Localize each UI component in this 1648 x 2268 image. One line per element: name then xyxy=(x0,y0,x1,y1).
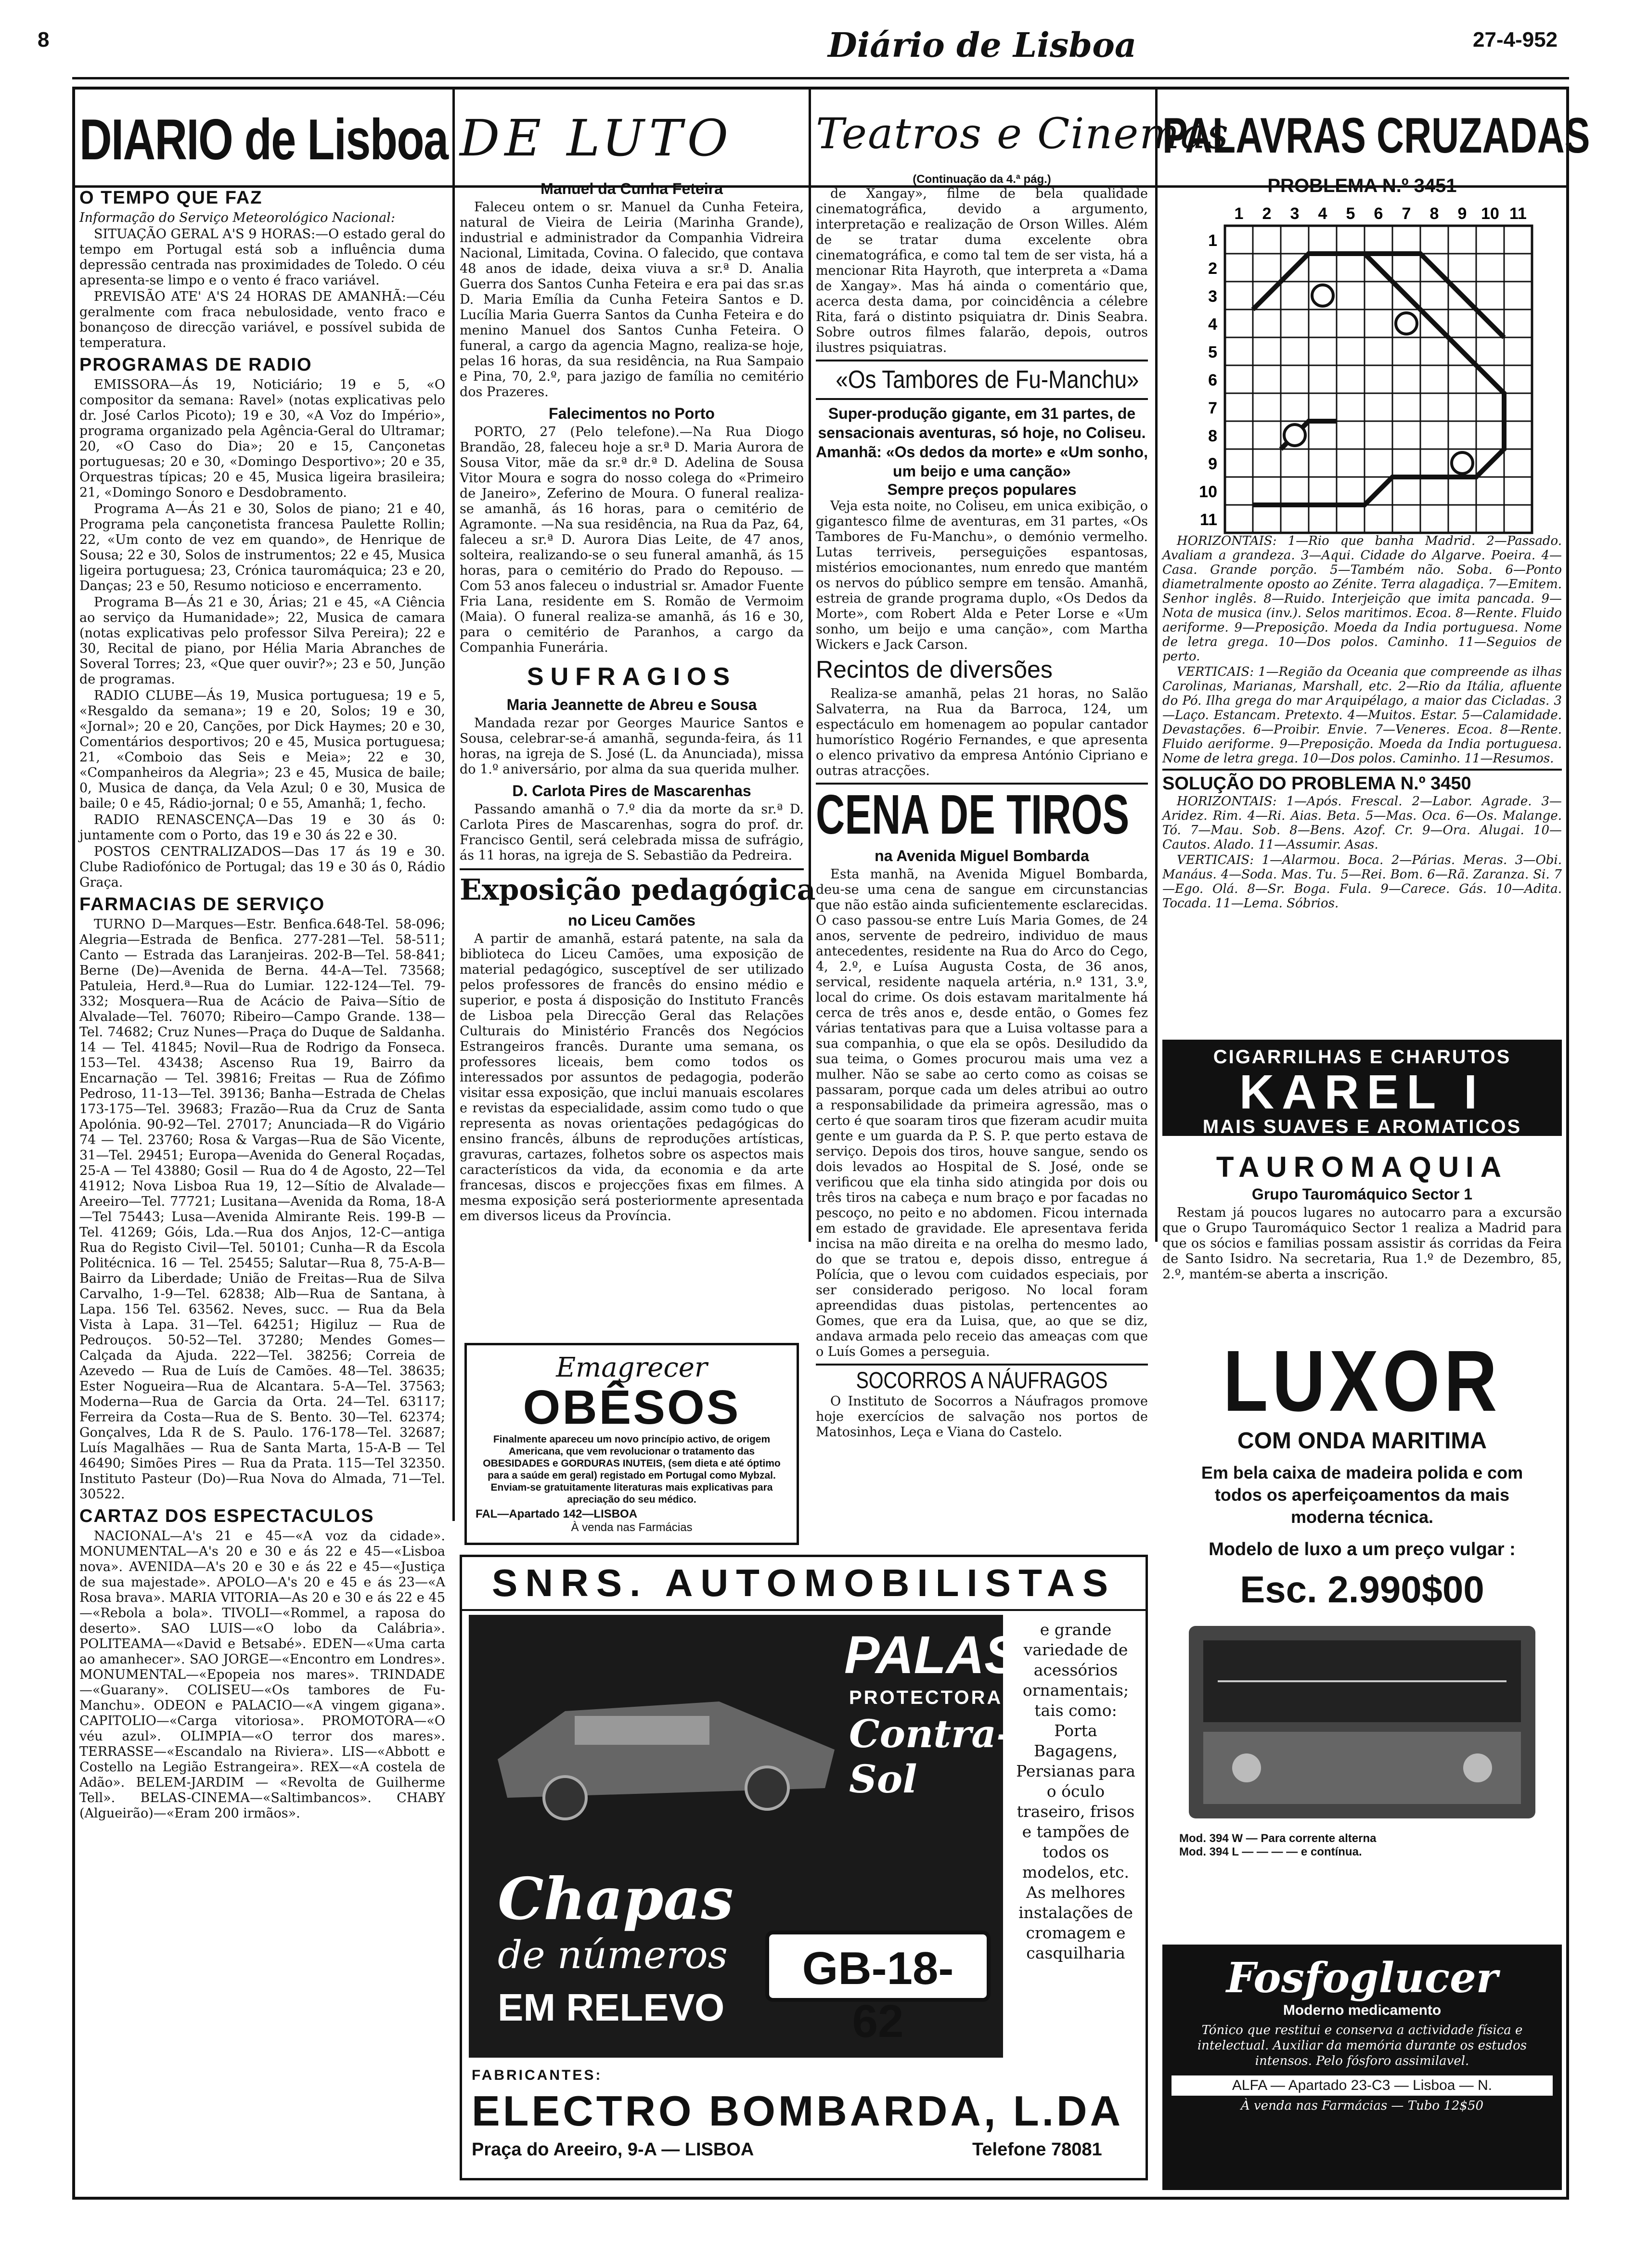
palas-brand: PALAS xyxy=(844,1625,1020,1685)
tiros-heading: CENA DE TIROS xyxy=(816,783,1130,846)
masthead: Diário de Lisboa xyxy=(828,25,1137,65)
crossword-title: PALAVRAS CRUZADAS xyxy=(1162,108,1590,164)
suffrages-heading: SUFRAGIOS xyxy=(527,663,737,691)
grid-col-label: 2 xyxy=(1262,205,1272,223)
crossword-verticais: VERTICAIS: 1—Região da Oceania que compreende as ilhas Carolinas, Marianas, Marshall, etc. 2—Rio da Itália, afluente do Pó. Ilha grega do mar Arquipélago, a maior das Cicladas. 3—Laço. Estancam. Pretexto. 4—Muitos. Estar. 5—Calamidade. Devastações. 6—Proibir. Envie. 7—Veneres. Ecoa. 8—Rente. Fluido aeriforme. 9—Preposição. Moeda da India portuguesa. Nome de letra grega. 10—Dos polos. Caminho. 11—Resumos. xyxy=(1162,665,1562,766)
socorros-heading: SOCORROS A NÁUFRAGOS xyxy=(856,1367,1108,1393)
grid-col-label: 5 xyxy=(1346,205,1355,223)
solution-verticais: VERTICAIS: 1—Alarmou. Boca. 2—Párias. Meras. 3—Obi. Manáus. 4—Soda. Mas. Tu. 5—Rei. Bom. 6—Rã. Zaranza. Si. 7—Ego. Olá. 8—Sr. Boga. Fula. 9—Carece. Gás. 10—Adita. Tocada. 11—Lema. Sóbrios. xyxy=(1162,853,1562,911)
column-rule-3 xyxy=(1155,87,1158,1242)
shows-list: NACIONAL—A's 21 e 45—«A voz da cidade». MONUMENTAL—A's 20 e 30 e ás 22 e 45—«Lisboa nova». AVENIDA—A's 20 e 30 e ás 22 e 45—«Justiça de sua majestade». APOLO—A's 20 e 45 e ás 23—«A Rosa brava». MARIA VITORIA—As 20 e 30 e ás 22 e 45—«Rebola a bola». TIVOLI—«Rommel, a raposa do deserto». SAO LUIS—«O lobo da Calábria». POLITEAMA—«David e Betsabé». EDEN—«Uma carta ao amanhecer». SAO JORGE—«Encontro em Londres». MONUMENTAL—«Epopeia nos mares». TRINDADE—«Guarany». COLISEU—«Os tambores de Fu-Manchu». ODEON e PALACIO—«A vingem gigana». CAPITOLIO—«Carga vitoriosa». PROMOTORA—«O véu azul». OLIMPIA—«O terror dos mares». TERRASSE—«Escandalo na Riviera». LIS—«Abbott e Costello na Legião Estrangeira». REX—«A costela de Adão». BELEM-JARDIM — «Revolta de Guilherme Tell». BELAS-CINEMA—«Saltimbancos». CHABY (Algueirão)—«Eram 200 irmãos». xyxy=(79,1529,445,1821)
recintos-heading: Recintos de diversões xyxy=(816,656,1053,683)
grid-row-label: 1 xyxy=(1208,231,1217,250)
ad-obesos xyxy=(464,1343,799,1545)
fosfo-sub: Moderno medicamento xyxy=(1283,2002,1442,2018)
theatre-text: de Xangay», filme de bela qualidade cinematográfica, devido a argumento, interpretação e realização de Orson Willes. Além de se tratar duma excelente obra cinematográfica, e como tal tem de ser vista, há a mencionar Rita Hayroth, que interpreta a «Dama de Xangay». Mas há ainda o comentário que, acerca desta dama, por coincidência a célebre Rita, fará o distinto psiquiatra dr. Dinis Seabra. Sobre outros filmes falarão, depois, outros ilustres psiquiatras. xyxy=(816,186,1148,355)
suffrage2-text: Passando amanhã o 7.º dia da morte da sr.ª D. Carlota Pires de Mascarenhas, sogra do prof. dr. Francisco Gentil, será celebrada missa de sufrágio, ás 11 horas, na igreja de S. Sebastião da Pedreira. xyxy=(460,802,804,863)
grid-col-label: 1 xyxy=(1234,205,1244,223)
tiros-subheading: na Avenida Miguel Bombarda xyxy=(875,847,1089,864)
palas-numeros: de números xyxy=(498,1933,728,1977)
palas-brand-sub: PROTECTORAS xyxy=(849,1687,1017,1708)
obesos-script: Emagrecer xyxy=(556,1352,708,1383)
tauro-text: Restam já poucos lugares no autocarro para a excursão que o Grupo Tauromáquico Sector 1 realiza a Madrid para que os sócios e familias possam assistir ás corridas da Feira de Santo Isidro. Na secretaria, Rua 1.º de Dezembro, 85, 2.º, mantém-se aberta a inscrição. xyxy=(1162,1205,1562,1282)
obit1-heading: Manuel da Cunha Feteira xyxy=(541,180,723,198)
weather-situation: SITUAÇÃO GERAL A'S 9 HORAS:—O estado geral do tempo em Portugal está sob a influência duma depressão centrada nas proximidades de Toledo. O céu apresenta-se limpo e o vento é fraco variável. xyxy=(79,227,445,288)
grid-col-label: 11 xyxy=(1509,205,1527,223)
grid-row-label: 8 xyxy=(1208,426,1217,445)
solution-horizontais: HORIZONTAIS: 1—Após. Frescal. 2—Labor. Agrade. 3—Aridez. Rim. 4—Ri. Aias. Beta. 5—Mas. Oca. 6—Os. Malange. Tó. 7—Mau. Sob. 8—Bens. Azof. Cr. 9—Ora. Alugai. 10—Cautos. Alado. 11—Assumir. Asas. xyxy=(1162,794,1562,852)
palas-relevo: EM RELEVO xyxy=(498,1986,725,2029)
luxor-mod1: Mod. 394 W — Para corrente alterna xyxy=(1179,1832,1377,1845)
radio-emissora: EMISSORA—Ás 19, Noticiário; 19 e 5, «O compositor da semana: Ravel» (notas explicativas pelo dr. José Carlos Picoto); 19 e 30, «A Voz do Império», programa organizado pela Agência-Geral do Ultramar; 20, «O Caso do Dia»; 20 e 15, Cançonetas portuguesas; 20 e 30, «Domingo Desportivo»; 20 e 35, Orquestras típicas; 20 e 45, Musica ligeira brasileira; 21, «Domingo Sonoro e Desdobramento. xyxy=(79,377,445,500)
luxor-mod2: Mod. 394 L — — — — e contínua. xyxy=(1179,1845,1362,1858)
radio-image xyxy=(1179,1616,1545,1828)
car-wheel-rear xyxy=(746,1767,788,1809)
col2-title: DE LUTO xyxy=(460,109,734,168)
grid-col-label: 9 xyxy=(1457,205,1467,223)
tauro-heading: TAUROMAQUIA xyxy=(1216,1151,1508,1183)
column-rule-2 xyxy=(809,87,811,1242)
crossword-grid xyxy=(1162,197,1562,534)
grid-row-label: 10 xyxy=(1199,482,1217,501)
radio-programa-a: Programa A—Ás 21 e 30, Solos de piano; 21 e 40, Programa pela cançonetista francesa Paulette Rollin; 22, «Um conto de vez em quando», de Henrique de Sousa; 22 e 30, Solos de instrumentos; 22 e 45, Musica ligeira portuguesa; 23, Crónica tauromáquica; 23 e 20, Danças; 23 e 50, Resumo noticioso e encerramento. xyxy=(79,502,445,593)
palas-side-text: e grande variedade de acessórios ornamentais; tais como: Porta Bagagens, Persianas para o óculo traseiro, frisos e tampões de todos os modelos, etc. As melhores instalações de cromagem e casquilharia xyxy=(1016,1620,1135,1962)
expo-text: A partir de amanhã, estará patente, na sala da biblioteca do Liceu Camões, uma exposição de material pedagógico, susceptível de ser utilizado pelos professores de francês do ensino médio e superior, e posta á disposição do Instituto Francês de Lisboa pela Direcção Geral das Relações Culturais do Ministério Francês dos Negócios Estrangeiros francês. Durante uma semana, os professores liceais, bem como todos os interessados por assuntos de pedagogia, poderão visitar essa exposição, que inclui manuais escolares e revistas da especialidade, assim como tudo o que representa as novas orientações pedagógicas do ensino francês, álbuns de reproduções artísticas, gravuras, cartazes, folhetos sobre os aspectos mais característicos da vida, da economia e da arte francesas, discos e projecções fixas em filmes. A mesma exposição será posteriormente apresentada em diversos liceus da Província. xyxy=(460,931,804,1224)
page-number: 8 xyxy=(38,28,50,52)
expo-subheading: no Liceu Camões xyxy=(568,912,695,929)
luxor-name: LUXOR xyxy=(1223,1333,1501,1430)
radio-programa-b: Programa B—Ás 21 e 30, Árias; 21 e 45, «A Ciência ao serviço da Humanidade»; 22, Musica de camara (notas explicativas pelo professor Silva Pereira); 22 e 30, Recital de piano, por Hélia Maria Abranches de Soveral Torres; 23, «Que quer ouvir?»; 23 e 50, Junção de programas. xyxy=(79,595,445,687)
plate-number: GB-18-62 xyxy=(802,1943,954,2047)
continued-note: (Continuação da 4.ª pág.) xyxy=(913,172,1051,186)
tauro-subheading: Grupo Tauromáquico Sector 1 xyxy=(1251,1186,1473,1203)
fu-manchu-sub: Super-produção gigante, em 31 partes, de sensacionais aventuras, só hoje, no Coliseu. Amanhã: «Os dedos da morte» e «Um sonho, um beijo e uma canção» xyxy=(816,404,1148,480)
obesos-text: Finalmente apareceu um novo princípio activo, de origem Americana, que vem revolucionar o tratamento das OBESIDADES e GORDURAS INUTEIS, (sem dieta e até óptimo para a saúde em geral) registado em Portugal como Mybzal. Enviam-se gratuitamente literaturas mais explicativas para apreciação do seu médico. xyxy=(483,1434,781,1505)
luxor-price: Esc. 2.990$00 xyxy=(1240,1568,1484,1611)
column-2 xyxy=(460,109,816,1333)
recintos-text: Realiza-se amanhã, pelas 21 horas, no Salão Salvaterra, na Rua da Barroca, 124, um espectáculo em homenagem ao popular cantador humorístico Rogério Fernandes, e que apresenta o elenco privativo da empresa António Cipriano e outras atracções. xyxy=(816,686,1148,778)
ad-fosfoglucer xyxy=(1162,1945,1562,2190)
grid-col-label: 8 xyxy=(1429,205,1439,223)
crossword-problem: PROBLEMA N.º 3451 xyxy=(1267,175,1457,196)
grid-row-label: 5 xyxy=(1208,343,1217,361)
palas-makers: FABRICANTES: xyxy=(472,2067,603,2083)
weather-forecast: PREVISÃO ATE' A'S 24 HORAS DE AMANHÃ:—Céu geralmente com fraca nebulosidade, vento fraco e bonançoso de direcção variável, e possível subida de temperatura. xyxy=(79,289,445,350)
tiros-text: Esta manhã, na Avenida Miguel Bombarda, deu-se uma cena de sangue em circunstancias que não estão ainda suficientemente esclarecidas. O caso passou-se entre Luís Maria Gomes, de 24 anos, servente de pedreiro, individuo de maus antecedentes, residente na Rua do Arco do Cego, 4, 2.º, e Luísa Augusta Costa, de 36 anos, servical, residente naquela artéria, n.º 131, 3.º, local do crime. Os dois estavam maritalmente há cerca de três anos e, desde então, o Gomes fez várias tentativas para que a Luisa voltasse para a sua companhia, o que ela se opôs. Desiludido da sua teima, o Gomes procurou mais uma vez a mulher. Não se sabe ao certo como as coisas se passaram, porque cada um deles atribui ao outro a responsabilidade da primeira agressão, mas o certo é que soaram tiros que fizeram acudir muita gente e um guarda da P. S. P. que perto estava de serviço. Depois dos tiros, houve sangue, sendo os dois levados ao Hospital de S. José, onde se verificou que ela tinha sido atingida por dois ou três tiros na cabeça e num braço e por facadas no pescoço, no peito e no abdomen. Ficou internada em estado de gravidade. Ele apresentava ferida incisa na mão direita e na orelha do mesmo lado, do que se tratou e, depois disso, entregue á Polícia, que o levou com cuidados especiais, por ser considerado perigoso. No local foram apreendidas duas pistolas, pertencentes ao Gomes, que era da Luisa, que, ao que se diz, andava armada pelo receio das ameaças com que o Luís Gomes a perseguia. xyxy=(816,866,1148,1359)
karel-name: KAREL I xyxy=(1239,1065,1485,1119)
grid-col-label: 4 xyxy=(1318,205,1327,223)
palas-phone: Telefone 78081 xyxy=(972,2139,1102,2160)
porto-deaths-heading: Falecimentos no Porto xyxy=(549,405,715,423)
luxor-offer: Modelo de luxo a um preço vulgar : xyxy=(1209,1539,1516,1559)
grid-border xyxy=(1225,226,1532,533)
suffrage1-heading: Maria Jeannette de Abreu e Sousa xyxy=(506,696,757,714)
grid-row-label: 4 xyxy=(1208,315,1217,334)
radio-renascenca: RADIO RENASCENÇA—Das 19 e 30 ás 0: juntamente com o Porto, das 19 e 30 ás 22 e 30. xyxy=(79,812,445,843)
fu-manchu-text: Veja esta noite, no Coliseu, em unica exibição, o gigantesco filme de aventuras, em 31 partes, «Os Tambores de Fu-Manchu», o demónio vermelho. Lutas terriveis, perseguições espantosas, mistérios emocionantes, num enredo que mantém os nervos do público sempre em tensão. Amanhã, estreia de grande programa duplo, «Os Dedos da Morte», com Robert Alda e Peter Lorse e «Um sonho, um beijo e uma canção», com Martha Wickers e Jack Carson. xyxy=(816,498,1148,652)
radio-postos: POSTOS CENTRALIZADOS—Das 17 ás 19 e 30. Clube Radiofónico de Portugal; das 19 e 30 ás 0, Rádio Graça. xyxy=(79,844,445,890)
obesos-contact: FAL—Apartado 142—LISBOA xyxy=(476,1508,638,1521)
column-rule-1 xyxy=(452,87,455,1521)
ad-palas xyxy=(460,1555,1148,2180)
header-rule xyxy=(72,77,1569,79)
fosfo-name: Fosfoglucer xyxy=(1226,1954,1498,2002)
fosfo-text: Tónico que restitui e conserva a actividade física e intelectual. Auxiliar da memória durante os estudos intensos. Pelo fósforo assimilavel. xyxy=(1197,2023,1527,2068)
grid-col-label: 3 xyxy=(1290,205,1300,223)
weather-heading: O TEMPO QUE FAZ xyxy=(79,188,263,208)
grid-row-label: 2 xyxy=(1208,259,1217,278)
pharmacies-list: TURNO D—Marques—Estr. Benfica.648-Tel. 58-096; Alegria—Estrada de Benfica. 277-281—Tel. 58-511; Canto — Estrada das Laranjeiras. 202-B—Tel. 58-841; Berne (De)—Avenida de Berna. 44-A—Tel. 73568; Patuleia, Herd.ª—Rua do Lumiar. 122-124—Tel. 79-332; Mosquera—Rua de Acácio de Paiva—Sítio de Alvalade—Tel. 76070; Ribeiro—Campo Grande. 138—Tel. 74682; Cruz Nunes—Praça do Duque de Saldanha. 14 — Tel. 41845; Novil—Rua de Rodrigo da Fonseca. 153—Tel. 43438; Ascenso Rua 19, Bairro da Encarnação — Tel. 39816; Freitas — Rua de Zófimo Pedroso, 11-13—Tel. 39136; Banha—Estrada de Chelas 173-175—Tel. 39683; Frazão—Rua da Cruz de Santa Apolónia. 90-92—Tel. 27017; Anunciada—R do Vigário 74 — Tel. 23760; Rosa & Vargas—Rua de São Vicente, 31—Tel. 29451; Europa—Avenida do General Roçadas, 25-A — Tel 43880; Gosil — Rua do 4 de Agosto, 22—Tel 41912; Nova Lisboa Rua 19, 12—Sítio de Alvalade—Areeiro—Tel. 77721; Lusitana—Avenida da Roma, 18-A—Tel 75443; Lusa—Avenida Almirante Reis. 199-B — Tel. 41269; Góis, Lda.—Rua dos Anjos, 12-C—antiga Rua do Registo Civil—Tel. 50101; Cunha—R da Escola Politécnica. 16 — Tel. 25455; Salutar—Rua 8, 75-A-B—Bairro da Liberdade; União de Freitas—Rua de Silva Carvalho, 1-9—Tel. 62838; Alb—Rua de Santana, à Lapa. 156 Tel. 63562. Neves, succ. — Rua da Bela Vista à Lapa. 31—Tel. 64251; Higiluz — Rua de Pedrouços. 50-52—Tel. 37280; Mendes Gomes—Calçada da Ajuda. 222—Tel. 38256; Correia de Azevedo — Rua de Luís de Camões. 48—Tel. 38635; Ester Nogueira—Rua de Alcantara. 5-A—Tel. 37563; Moderna—Rua de Garcia da Orta. 24—Tel. 63117; Ferreira da Costa—Rua de S. Bento. 30—Tel. 62374; Gonçalves, Lda R de S. Paulo. 176-178—Tel. 32687; Luís Magalhães — Rua de Santa Marta, 15-A-B — Tel 46490; Simões Pires — Rua da Prata. 115—Tel 32350. Instituto Pasteur (Do)—Rua Nova do Almada, 71—Tel. 30522. xyxy=(79,917,445,1502)
grid-row-label: 7 xyxy=(1208,399,1217,417)
grid-col-label: 7 xyxy=(1402,205,1411,223)
grid-circle xyxy=(1396,313,1417,334)
palas-company: ELECTRO BOMBARDA, L.DA xyxy=(472,2087,1124,2135)
palas-chapas: Chapas xyxy=(498,1865,734,1933)
palas-photo xyxy=(469,1615,1020,2058)
car-wheel-front xyxy=(544,1777,586,1819)
socorros-text: O Instituto de Socorros a Náufragos promove hoje exercícios de salvação nos portos de Matosinhos, Leça e Viana do Castelo. xyxy=(816,1393,1148,1440)
radio-heading: PROGRAMAS DE RADIO xyxy=(79,355,312,375)
palas-title: SNRS. AUTOMOBILISTAS xyxy=(462,1557,1146,1611)
radio-knob-left xyxy=(1232,1753,1261,1782)
porto-deaths-text: PORTO, 27 (Pelo telefone).—Na Rua Diogo Brandão, 28, faleceu hoje a sr.ª D. Maria Aurora de Sousa Vitor, mãe da sr.ª dr.ª D. Adelina de Sousa Vitor Moura e sogra do nosso colega do «Primeiro de Janeiro», Zeferino de Moura. O funeral realiza-se amanhã, ás 16 horas, para o cemitério de Agramonte. —Na sua residência, na Rua da Paz, 64, faleceu a sr.ª D. Aurora Dias Leite, de 47 anos, solteira, realizando-se o seu funeral amanhã, ás 15 horas, para o cemitério do Prado do Repouso. —Com 53 anos faleceu o industrial sr. Amador Fuente Fria Lana, residente em S. Romão de Vermoim (Maia). O funeral realiza-se amanhã, ás 16 e 30, para o cemitério de Paranhos, a cargo da Companhia Funerária. xyxy=(460,425,804,656)
obit1-text: Faleceu ontem o sr. Manuel da Cunha Feteira, natural de Vieira de Leiria (Marinha Grande), industrial e administrador da Companhia Vidreira Nacional, Limitada, Covina. O falecido, que contava 48 anos de idade, deixa viuva a sr.ª D. Analia Guerra dos Santos Cunha Feteira e era pai das sr.as D. Maria Emília da Cunha Feteira Santos e D. Lucília Maria Guerra Santos da Cunha Feteira e do menino Manuel dos Santos Cunha Feteira. O funeral, a cargo da agencia Magno, realiza-se hoje, pelas 16 horas, da sua residência, na Rua Sampaio e Pina, 70, 2.º, para jazigo de família no cemitério dos Prazeres. xyxy=(460,200,804,400)
col1-title: DIARIO de Lisboa xyxy=(79,107,448,172)
shows-heading: CARTAZ DOS ESPECTACULOS xyxy=(79,1506,374,1526)
fu-manchu-sub2: Sempre preços populares xyxy=(887,480,1077,498)
col3-title: Teatros e Cinemas xyxy=(816,109,1230,158)
suffrage2-heading: D. Carlota Pires de Mascarenhas xyxy=(512,782,751,800)
radio-knob-right xyxy=(1463,1753,1492,1782)
grid-circle xyxy=(1284,425,1305,446)
karel-top: CIGARRILHAS E CHARUTOS xyxy=(1213,1046,1511,1068)
grid-row-label: 11 xyxy=(1200,510,1217,529)
radio-clube: RADIO CLUBE—Ás 19, Musica portuguesa; 19 e 5, «Resgaldo da semana»; 19 e 20, Solos; 19 e 30, «Jornal»; 20 e 20, Canções, por Dick Haymes; 20 e 30, Comentários desportivos; 20 e 45, Musica portuguesa; 21, «Comboio das Seis e Meia»; 22 e 30, «Companheiros da Alegria»; 23 e 45, Musica de baile; 0, Musica de dança, da Vela Azul; 0 e 30, Musica de baile; 0 e 45, Rádio-jornal; 0 e 55, Amanhã; 1, fecho. xyxy=(79,688,445,811)
crossword-horizontais: HORIZONTAIS: 1—Rio que banha Madrid. 2—Passado. Avaliam a grandeza. 3—Aqui. Cidade do Algarve. Poeira. 4—Casa. Grande porção. 5—Também não. Soba. 6—Ponto diametralmente oposto ao Zénite. Terra alagadiça. 7—Emitem. Senhor inglês. 8—Ruido. Interjeição que imita pancada. 9—Nota de musica (inv.). Selos maritimos. Ecoa. 8—Rente. Fluido aeriforme. 9—Preposição. Moeda da India portuguesa. Nome de letra grega. 10—Dos polos. Caminho. 11—Seguios de perto. xyxy=(1162,534,1562,664)
ad-luxor xyxy=(1165,1328,1559,1925)
obesos-title: OBÊSOS xyxy=(523,1380,741,1434)
karel-bottom: MAIS SUAVES E AROMATICOS xyxy=(1202,1116,1522,1137)
page-date: 27-4-952 xyxy=(1473,28,1558,52)
weather-intro: Informação do Serviço Meteorológico Nacional: xyxy=(79,210,395,225)
fu-manchu-heading: «Os Tambores de Fu-Manchu» xyxy=(836,365,1139,394)
fosfo-foot: À venda nas Farmácias — Tubo 12$50 xyxy=(1240,2099,1484,2113)
ad-karel xyxy=(1162,1040,1562,1136)
grid-circle xyxy=(1452,452,1473,474)
grid-row-label: 3 xyxy=(1208,287,1217,306)
pharmacies-heading: FARMACIAS DE SERVIÇO xyxy=(79,894,325,915)
suffrage1-text: Mandada rezar por Georges Maurice Santos e Sousa, celebrar-se-á amanhã, segunda-feira, ás 11 horas, na igreja de S. José (L. da Anunciada), missa do 1.º aniversário, por alma da sua querida mulher. xyxy=(460,716,804,777)
grid-col-label: 6 xyxy=(1374,205,1383,223)
luxor-text: Em bela caixa de madeira polida e com todos os aperfeiçoamentos da mais moderna técnica. xyxy=(1201,1463,1523,1527)
car-window xyxy=(575,1716,709,1745)
column-1 xyxy=(79,107,448,2195)
grid-col-label: 10 xyxy=(1481,205,1499,223)
palas-address: Praça do Areeiro, 9-A — LISBOA xyxy=(472,2139,754,2160)
expo-heading: Exposição pedagógica xyxy=(460,873,816,907)
grid-row-label: 6 xyxy=(1208,371,1217,389)
tauromaquia xyxy=(1162,1150,1562,1309)
obesos-foot: À venda nas Farmácias xyxy=(571,1521,693,1534)
grid-circle xyxy=(1312,285,1333,306)
solution-heading: SOLUÇÃO DO PROBLEMA N.º 3450 xyxy=(1162,773,1471,794)
grid-row-label: 9 xyxy=(1208,454,1217,473)
palas-contrasol: Contra-Sol xyxy=(849,1711,1013,1802)
fosfo-contact: ALFA — Apartado 23-C3 — Lisboa — N. xyxy=(1172,2075,1553,2096)
luxor-sub: COM ONDA MARITIMA xyxy=(1237,1428,1487,1454)
